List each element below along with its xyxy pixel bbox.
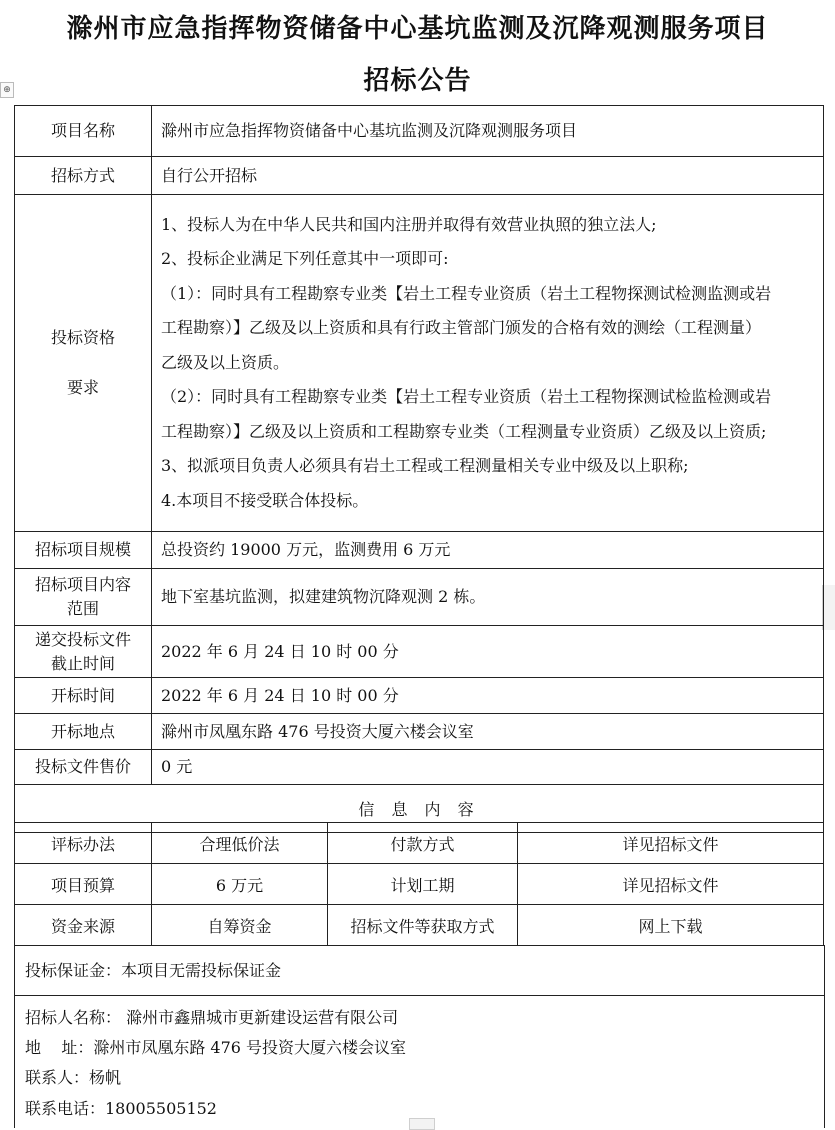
bond-section: [14, 945, 825, 996]
project-scope-label-line2: 范围: [66, 599, 99, 618]
table-row: [15, 750, 824, 785]
document-price-label: 投标文件售价: [15, 750, 152, 785]
qualification-label-line1: 投标资格: [50, 328, 115, 347]
deadline-label: [15, 626, 152, 678]
bond-text: 投标保证金：本项目无需投标保证金: [25, 961, 282, 980]
grid-cell: 详见招标文件: [518, 823, 824, 864]
grid-cell: 项目预算: [15, 864, 152, 905]
table-row: [15, 626, 824, 678]
qualification-label-line2: 要求: [66, 378, 99, 397]
contact-person: 联系人：杨帆: [25, 1068, 122, 1087]
notice-title: 滁州市应急指挥物资储备中心基坑监测及沉降观测服务项目: [66, 14, 769, 44]
qualification-item: 3、拟派项目负责人必须具有岩土工程或工程测量相关专业中级及以上职称;: [161, 456, 689, 476]
deadline-label-line2: 截止时间: [50, 653, 115, 673]
grid-cell: 评标办法: [15, 823, 152, 864]
project-scale-label: 招标项目规模: [15, 532, 152, 569]
qualification-item: 1、投标人为在中华人民共和国内注册并取得有效营业执照的独立法人;: [161, 214, 657, 234]
grid-cell: 自筹资金: [152, 905, 328, 946]
grid-cell: 资金来源: [15, 905, 152, 946]
tender-method-label: 招标方式: [15, 157, 152, 195]
qualification-item: （1）：同时具有工程勘察专业类【岩土工程专业资质（岩土工程物探测试检测监测或岩: [161, 283, 772, 303]
grid-cell: 招标文件等获取方式: [328, 905, 518, 946]
project-scale-value: 总投资约 19000 万元，监测费用 6 万元: [152, 532, 824, 569]
table-row: [15, 823, 824, 864]
table-row: [15, 864, 824, 905]
qualification-item: 工程勘察）】乙级及以上资质和具有行政主管部门颁发的合格有效的测绘（工程测量）: [161, 318, 762, 338]
qualification-value: [152, 195, 824, 532]
open-time-label: 开标时间: [15, 678, 152, 714]
grid-cell: 详见招标文件: [518, 864, 824, 905]
project-scope-label: [15, 569, 152, 626]
project-scope-label-line1: 招标项目内容: [34, 575, 131, 594]
qualification-item: 2、投标企业满足下列任意其中一项即可:: [161, 249, 449, 269]
open-place-value: 滁州市凤凰东路 476 号投资大厦六楼会议室: [152, 714, 824, 750]
grid-cell: 6 万元: [152, 864, 328, 905]
qualification-item: （2）：同时具有工程勘察专业类【岩土工程专业资质（岩土工程物探测试检监检测或岩: [161, 387, 772, 407]
table-row: [15, 157, 824, 195]
table-row: [15, 678, 824, 714]
info-section-header: 信 息 内 容: [15, 785, 824, 833]
document-price-value: 0 元: [152, 750, 824, 785]
deadline-value: 2022 年 6 月 24 日 10 时 00 分: [152, 626, 824, 678]
tenderer-address: 地 址：滁州市凤凰东路 476 号投资大厦六楼会议室: [25, 1038, 407, 1057]
info-grid-table: [14, 822, 824, 946]
table-row: [15, 532, 824, 569]
tender-info-table: [14, 105, 824, 833]
qualification-label: [15, 195, 152, 532]
tender-method-value: 自行公开招标: [152, 157, 824, 195]
notice-subtitle: 招标公告: [363, 66, 472, 96]
tenderer-name: 招标人名称： 滁州市鑫鼎城市更新建设运营有限公司: [25, 1008, 399, 1027]
grid-cell: 合理低价法: [152, 823, 328, 864]
open-place-label: 开标地点: [15, 714, 152, 750]
project-name-value: 滁州市应急指挥物资储备中心基坑监测及沉降观测服务项目: [152, 106, 824, 157]
qualification-item: 乙级及以上资质。: [161, 352, 290, 372]
table-row: [15, 569, 824, 626]
project-name-label: 项目名称: [15, 106, 152, 157]
table-move-handle-icon[interactable]: ⊕: [0, 82, 14, 98]
table-row: [15, 905, 824, 946]
contact-phone: 联系电话：18005505152: [25, 1099, 217, 1118]
table-row: [15, 714, 824, 750]
grid-cell: 计划工期: [328, 864, 518, 905]
table-row: [15, 195, 824, 532]
grid-cell: 付款方式: [328, 823, 518, 864]
project-scope-value: 地下室基坑监测，拟建建筑物沉降观测 2 栋。: [152, 569, 824, 626]
contact-section: [14, 995, 825, 1128]
grid-cell: 网上下载: [518, 905, 824, 946]
qualification-item: 4.本项目不接受联合体投标。: [161, 490, 369, 510]
open-time-value: 2022 年 6 月 24 日 10 时 00 分: [152, 678, 824, 714]
table-row: [15, 106, 824, 157]
deadline-label-line1: 递交投标文件: [34, 629, 131, 649]
qualification-item: 工程勘察）】乙级及以上资质和工程勘察专业类（工程测量专业资质）乙级及以上资质;: [161, 421, 767, 441]
